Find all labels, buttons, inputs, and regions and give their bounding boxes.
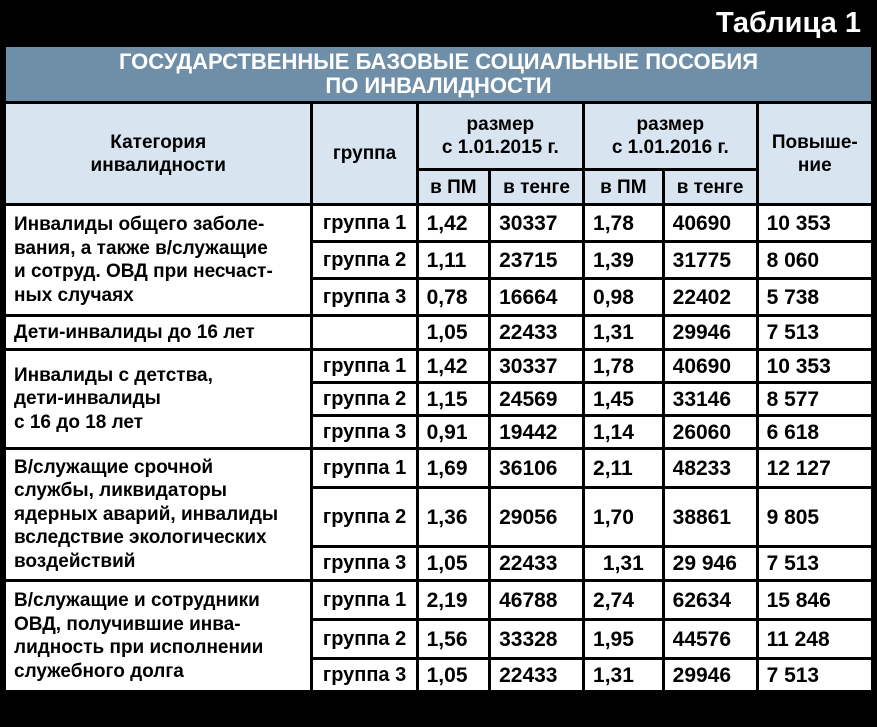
pm-2016-cell: 0,98 bbox=[585, 280, 662, 314]
group-cell: группа 3 bbox=[313, 548, 415, 579]
pm-2015-cell: 0,91 bbox=[419, 417, 488, 447]
pm-2015-cell: 1,56 bbox=[419, 621, 488, 657]
pm-2016-cell: 1,31 bbox=[585, 317, 662, 348]
category-cell bbox=[6, 351, 310, 447]
pm-2016-cell: 1,39 bbox=[585, 243, 662, 277]
header-category-line1: Категория bbox=[110, 131, 207, 153]
header-increase-line2: ние bbox=[797, 154, 832, 176]
pm-2015-cell: 1,05 bbox=[419, 548, 488, 579]
pm-2016-cell: 1,45 bbox=[585, 384, 662, 414]
increase-cell: 10 353 bbox=[759, 351, 871, 381]
header-group: группа bbox=[313, 104, 415, 203]
table-row bbox=[6, 317, 871, 348]
pm-2016-cell: 1,31 bbox=[585, 660, 662, 690]
tenge-2015-cell: 46788 bbox=[491, 582, 582, 618]
increase-cell: 15 846 bbox=[759, 582, 871, 618]
group-cell: группа 3 bbox=[313, 660, 415, 690]
category-line: служебного долга bbox=[14, 660, 184, 682]
header-pm-2016: в ПМ bbox=[585, 171, 662, 203]
tenge-2016-cell: 38861 bbox=[665, 489, 756, 545]
tenge-2016-cell: 31775 bbox=[665, 243, 756, 277]
category-line: В/служащие срочной bbox=[14, 456, 214, 478]
group-cell: группа 2 bbox=[313, 384, 415, 414]
tenge-2016-cell: 33146 bbox=[665, 384, 756, 414]
header-size-2015-line2: с 1.01.2015 г. bbox=[441, 137, 559, 158]
group-cell: группа 1 bbox=[313, 206, 415, 240]
increase-cell: 8 060 bbox=[759, 243, 871, 277]
pm-2015-cell: 0,78 bbox=[419, 280, 488, 314]
category-line: ядерных аварий, инвалиды bbox=[14, 503, 279, 525]
tenge-2015-cell: 36106 bbox=[491, 450, 582, 486]
table-caption: Таблица 1 bbox=[715, 7, 861, 39]
table-frame bbox=[4, 3, 873, 723]
tenge-2016-cell: 22402 bbox=[665, 280, 756, 314]
pm-2016-cell: 1,14 bbox=[585, 417, 662, 447]
header-size-2015 bbox=[419, 104, 582, 168]
category-cell bbox=[6, 206, 310, 314]
category-line: службы, ликвидаторы bbox=[14, 480, 227, 502]
category-line: Дети-инвалиды до 16 лет bbox=[14, 321, 255, 343]
category-line: Инвалиды общего заболе- bbox=[14, 214, 265, 235]
increase-cell: 12 127 bbox=[759, 450, 871, 486]
pm-2015-cell: 1,05 bbox=[419, 317, 488, 348]
category-line: воздействий bbox=[14, 550, 136, 572]
category-line: В/служащие и сотрудники bbox=[14, 590, 260, 611]
pm-2016-cell: 1,78 bbox=[585, 351, 662, 381]
tenge-2015-cell: 23715 bbox=[491, 243, 582, 277]
tenge-2015-cell: 22433 bbox=[491, 317, 582, 348]
table-row bbox=[6, 351, 871, 381]
group-cell bbox=[313, 317, 415, 348]
group-cell: группа 2 bbox=[313, 489, 415, 545]
increase-cell: 7 513 bbox=[759, 548, 871, 579]
group-cell: группа 1 bbox=[313, 582, 415, 618]
tenge-2015-cell: 29056 bbox=[491, 489, 582, 545]
tenge-2016-cell: 40690 bbox=[665, 206, 756, 240]
tenge-2016-cell: 62634 bbox=[665, 582, 756, 618]
tenge-2015-cell: 22433 bbox=[491, 660, 582, 690]
category-line: дети-инвалиды bbox=[14, 388, 161, 410]
table-row bbox=[6, 450, 871, 486]
pm-2015-cell: 2,19 bbox=[419, 582, 488, 618]
pm-2015-cell: 1,69 bbox=[419, 450, 488, 486]
pm-2016-cell: 1,70 bbox=[585, 489, 662, 545]
header-category-line2: инвалидности bbox=[90, 154, 226, 176]
increase-cell: 10 353 bbox=[759, 206, 871, 240]
group-cell: группа 3 bbox=[313, 417, 415, 447]
tenge-2015-cell: 24569 bbox=[491, 384, 582, 414]
header-pm-2015: в ПМ bbox=[419, 171, 488, 203]
category-line: ных случаях bbox=[14, 284, 134, 306]
category-line: лидность при исполнении bbox=[14, 637, 264, 658]
category-line: вследствие экологических bbox=[14, 527, 267, 549]
pm-2015-cell: 1,36 bbox=[419, 489, 488, 545]
pm-2016-cell: 2,11 bbox=[585, 450, 662, 486]
pm-2015-cell: 1,42 bbox=[419, 351, 488, 381]
tenge-2015-cell: 16664 bbox=[491, 280, 582, 314]
pm-2015-cell: 1,15 bbox=[419, 384, 488, 414]
table-title-line2: ПО ИНВАЛИДНОСТИ bbox=[325, 73, 552, 98]
pm-2016-cell: 1,78 bbox=[585, 206, 662, 240]
increase-cell: 9 805 bbox=[759, 489, 871, 545]
category-line: и сотруд. ОВД при несчаст- bbox=[14, 261, 273, 282]
category-cell bbox=[6, 582, 310, 690]
tenge-2016-cell: 44576 bbox=[665, 621, 756, 657]
tenge-2016-cell: 29946 bbox=[665, 660, 756, 690]
table-row bbox=[6, 206, 871, 240]
header-category bbox=[6, 104, 310, 203]
category-line: ОВД, получившие инва- bbox=[14, 613, 241, 635]
header-tenge-2015: в тенге bbox=[491, 171, 582, 203]
header-size-2016 bbox=[585, 104, 756, 168]
pm-2016-cell: 1,31 bbox=[585, 548, 662, 579]
header-increase-line1: Повыше- bbox=[771, 131, 858, 153]
category-line: вания, а также в/служащие bbox=[14, 237, 268, 259]
header-tenge-2016: в тенге bbox=[665, 171, 756, 203]
group-cell: группа 1 bbox=[313, 450, 415, 486]
tenge-2016-cell: 29946 bbox=[665, 317, 756, 348]
tenge-2016-cell: 48233 bbox=[665, 450, 756, 486]
tenge-2015-cell: 22433 bbox=[491, 548, 582, 579]
table-title-line1: ГОСУДАРСТВЕННЫЕ БАЗОВЫЕ СОЦИАЛЬНЫЕ ПОСОБИЯ bbox=[118, 49, 759, 74]
pm-2015-cell: 1,11 bbox=[419, 243, 488, 277]
increase-cell: 7 513 bbox=[759, 317, 871, 348]
category-cell bbox=[6, 450, 310, 579]
increase-cell: 11 248 bbox=[759, 621, 871, 657]
tenge-2016-cell: 40690 bbox=[665, 351, 756, 381]
table-row bbox=[6, 582, 871, 618]
tenge-2016-cell: 29 946 bbox=[665, 548, 756, 579]
group-cell: группа 1 bbox=[313, 351, 415, 381]
increase-cell: 7 513 bbox=[759, 660, 871, 690]
benefits-table bbox=[3, 44, 874, 693]
tenge-2015-cell: 30337 bbox=[491, 206, 582, 240]
tenge-2015-cell: 30337 bbox=[491, 351, 582, 381]
tenge-2015-cell: 33328 bbox=[491, 621, 582, 657]
category-line: с 16 до 18 лет bbox=[14, 411, 144, 433]
header-size-2016-line1: размер bbox=[636, 114, 705, 135]
category-line: Инвалиды с детства, bbox=[14, 364, 213, 386]
header-size-2015-line1: размер bbox=[466, 114, 535, 135]
increase-cell: 8 577 bbox=[759, 384, 871, 414]
group-cell: группа 2 bbox=[313, 621, 415, 657]
group-cell: группа 3 bbox=[313, 280, 415, 314]
increase-cell: 6 618 bbox=[759, 417, 871, 447]
header-increase bbox=[759, 104, 871, 203]
table-title bbox=[6, 47, 871, 101]
category-cell bbox=[6, 317, 310, 348]
tenge-2015-cell: 19442 bbox=[491, 417, 582, 447]
increase-cell: 5 738 bbox=[759, 280, 871, 314]
pm-2015-cell: 1,05 bbox=[419, 660, 488, 690]
header-size-2016-line2: с 1.01.2016 г. bbox=[611, 137, 729, 158]
pm-2015-cell: 1,42 bbox=[419, 206, 488, 240]
group-cell: группа 2 bbox=[313, 243, 415, 277]
pm-2016-cell: 1,95 bbox=[585, 621, 662, 657]
pm-2016-cell: 2,74 bbox=[585, 582, 662, 618]
tenge-2016-cell: 26060 bbox=[665, 417, 756, 447]
